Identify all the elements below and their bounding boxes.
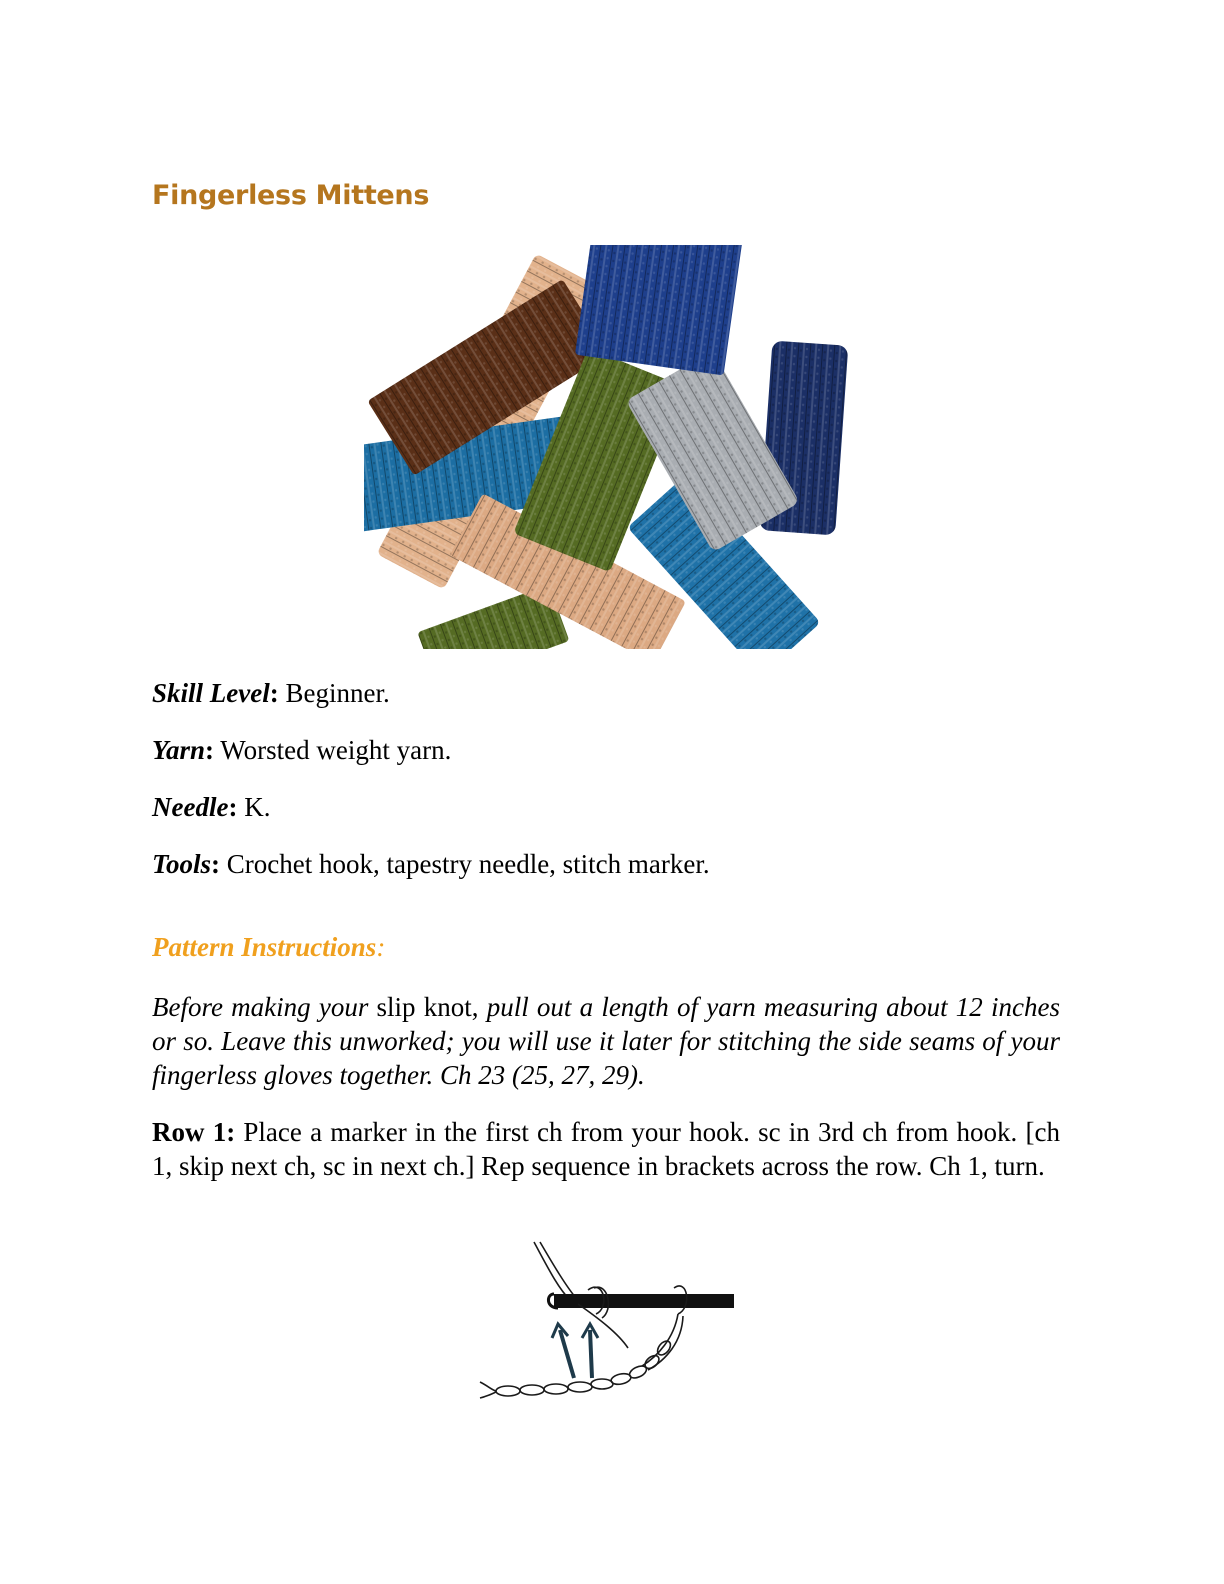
intro-text-2: slip knot, [376,992,479,1022]
spec-value: Crochet hook, tapestry needle, stitch marker. [220,849,710,879]
pattern-specs [152,678,1062,906]
spec-label: Tools [152,849,212,879]
spec-skill-level [152,678,1062,709]
document-title: Fingerless Mittens [152,180,430,211]
instruction-paragraph-row1 [152,1115,1060,1183]
spec-value: K. [237,792,271,822]
crochet-chain-diagram [478,1238,738,1406]
spec-label: Yarn [152,735,206,765]
heading-colon: : [376,932,386,962]
row-label: Row 1: [152,1117,236,1147]
mittens-photo [364,245,848,649]
spec-value: Beginner. [278,678,390,708]
spec-colon: : [211,849,221,879]
intro-text-1: Before making your [152,992,377,1022]
spec-colon: : [269,678,279,708]
spec-colon: : [205,735,215,765]
spec-needle [152,792,1062,823]
spec-tools [152,849,1062,880]
spec-value: Worsted weight yarn. [214,735,452,765]
spec-label: Needle [152,792,229,822]
instruction-paragraph-intro [152,990,1060,1092]
heading-text: Pattern Instructions [152,932,377,962]
row-text: Place a marker in the first ch from your hook. sc in 3rd ch from hook. [ch 1, skip next ch, sc in next ch.] Rep sequence in brackets across the row. Ch 1, turn. [152,1117,1060,1181]
spec-colon: : [228,792,238,822]
intro-text-3: pull out a length of yarn measuring about 12 inches or so. Leave this unworked; you will use it later for stitching the side seams of your fingerless gloves together. Ch 23 (25, 27, 29). [152,992,1060,1090]
spec-yarn [152,735,1062,766]
spec-label: Skill Level [152,678,270,708]
pattern-instructions-heading [152,932,385,963]
